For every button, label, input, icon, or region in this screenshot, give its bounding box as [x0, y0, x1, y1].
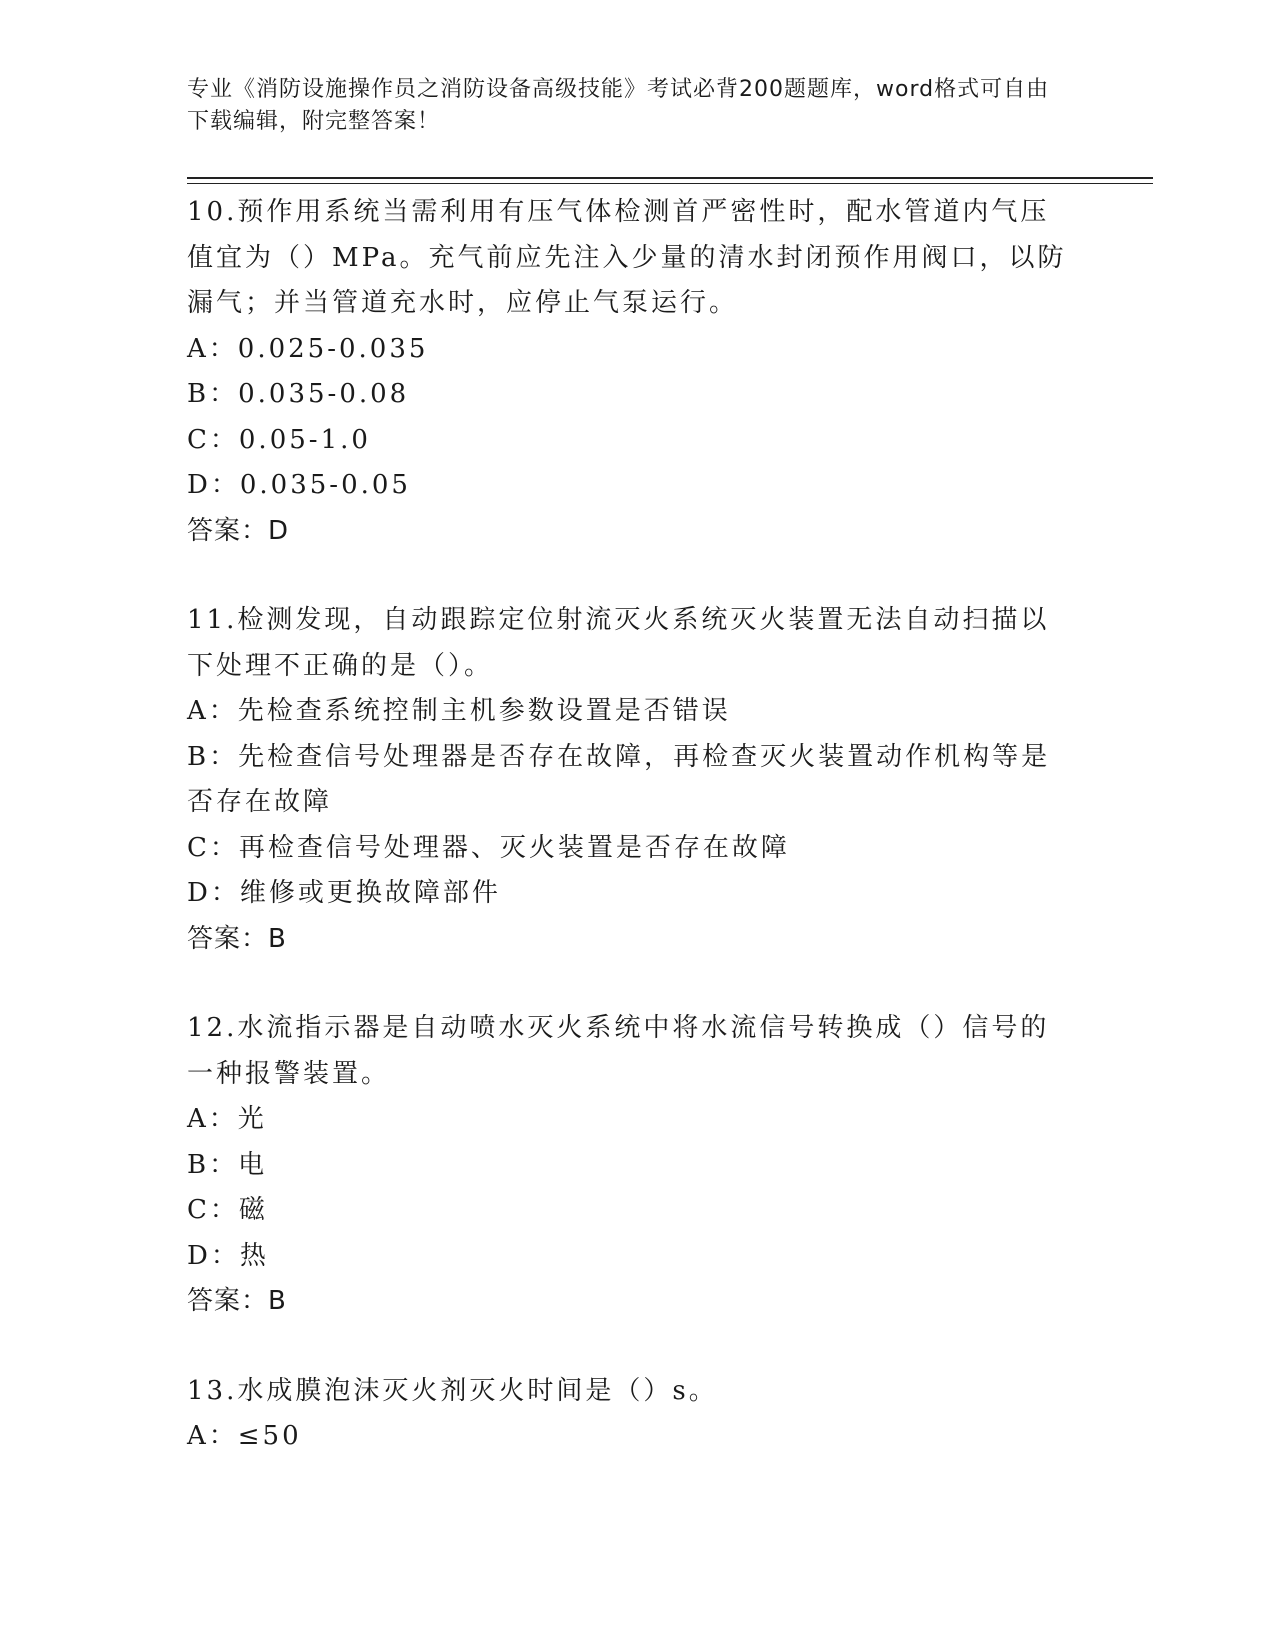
question-stem: 10.预作用系统当需利用有压气体检测首严密性时，配水管道内气压值宜为（）MPa。充气前应先注入少量的清水封闭预作用阀口，以防漏气；并当管道充水时，应停止气泵运行。: [187, 197, 1067, 318]
option-d: D：0.035-0.05: [187, 470, 411, 500]
question-13: [187, 1369, 1067, 1460]
option-b: B：先检查信号处理器是否存在故障，再检查灭火装置动作机构等是否存在故障: [187, 741, 1051, 817]
question-list: [187, 190, 1067, 1504]
option-a: A：先检查系统控制主机参数设置是否错误: [187, 696, 731, 726]
option-a: A：0.025-0.035: [187, 333, 429, 364]
option-c: C：再检查信号处理器、灭火装置是否存在故障: [187, 832, 790, 863]
question-stem: 13.水成膜泡沫灭火剂灭火时间是（）s。: [187, 1375, 718, 1406]
question-stem: 12.水流指示器是自动喷水灭火系统中将水流信号转换成（）信号的一种报警装置。: [187, 1013, 1050, 1089]
question-10: [187, 190, 1067, 554]
question-stem: 11.检测发现，自动跟踪定位射流灭火系统灭火装置无法自动扫描以下处理不正确的是（）。: [187, 605, 1050, 681]
header-rule-thin: [187, 183, 1153, 184]
answer-label: 答案：D: [187, 515, 290, 546]
document-header: 专业《消防设施操作员之消防设备高级技能》考试必背200题题库，word格式可自由下载编辑，附完整答案！: [187, 77, 1050, 134]
option-b: B：0.035-0.08: [187, 379, 410, 409]
answer-label: 答案：B: [187, 1286, 287, 1316]
option-d: D：维修或更换故障部件: [187, 878, 501, 908]
question-11: [187, 598, 1067, 962]
option-a: A：光: [187, 1104, 267, 1134]
option-b: B：电: [187, 1149, 268, 1180]
header-rule-thick: [187, 177, 1153, 179]
option-a: A：≤50: [187, 1421, 302, 1451]
answer-label: 答案：B: [187, 923, 287, 954]
question-12: [187, 1006, 1067, 1325]
option-c: C：0.05-1.0: [187, 424, 371, 455]
option-c: C：磁: [187, 1195, 268, 1225]
option-d: D：热: [187, 1240, 269, 1271]
